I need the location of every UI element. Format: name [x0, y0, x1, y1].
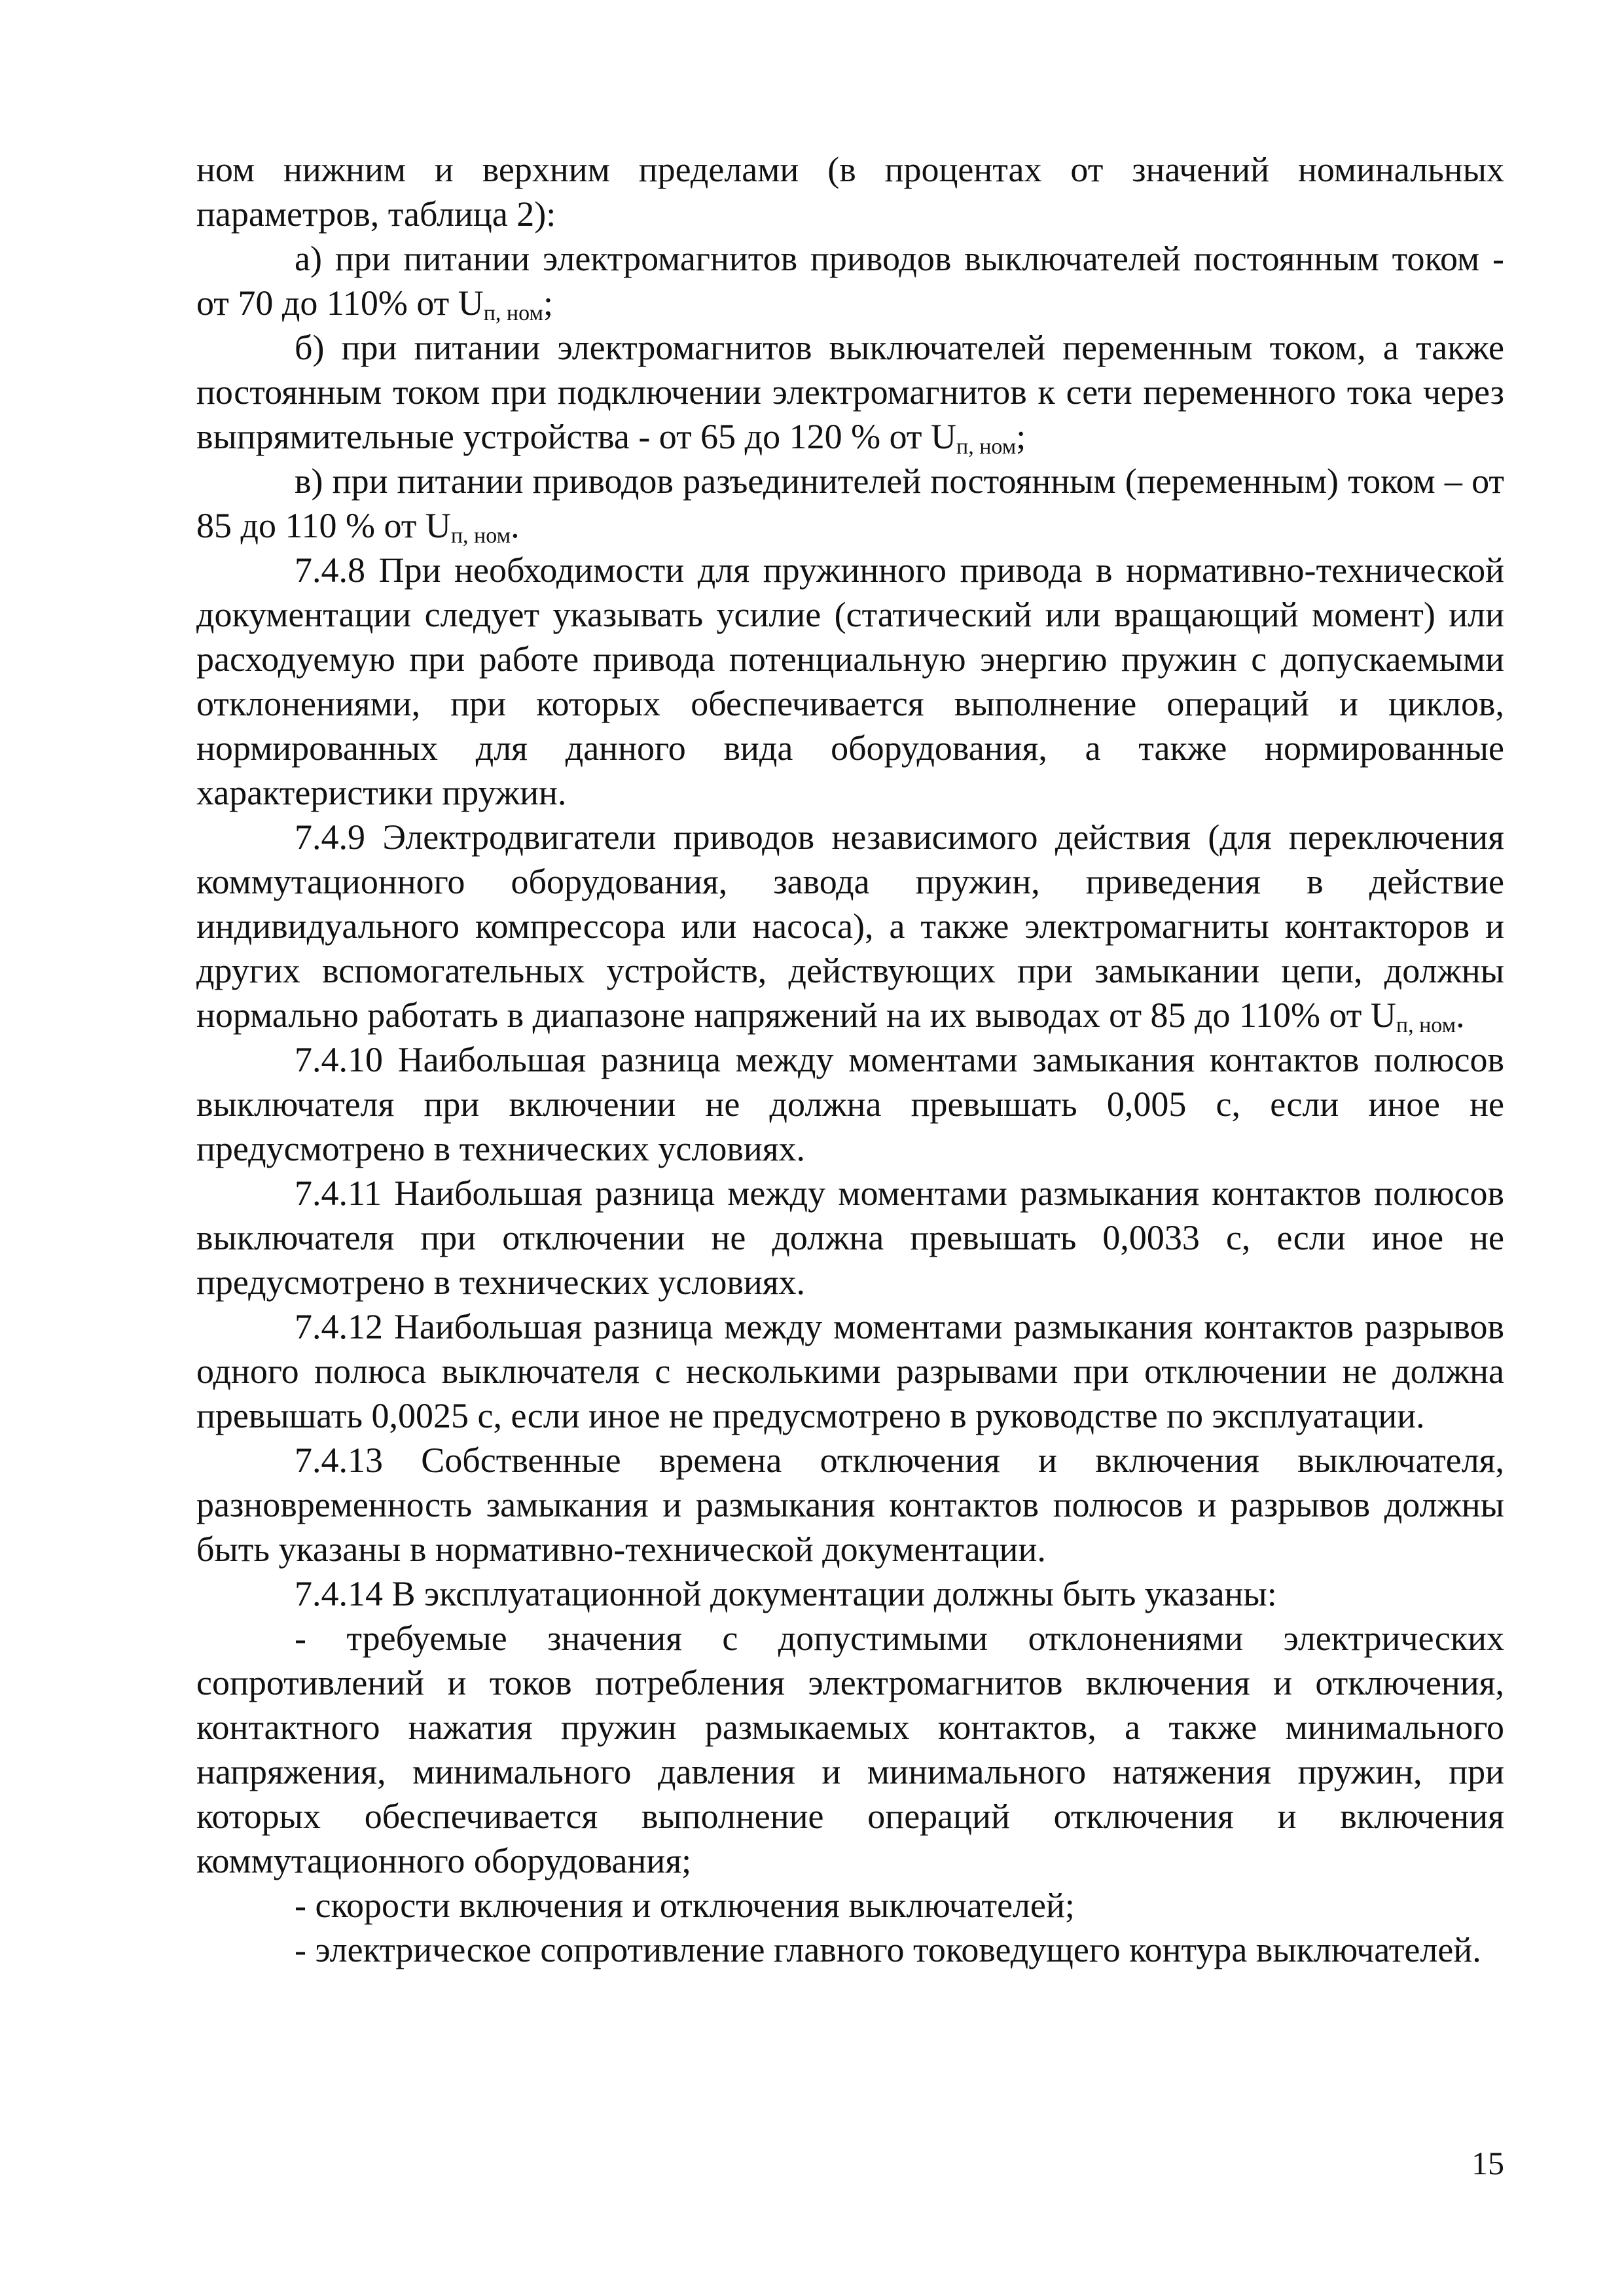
paragraph-7-4-10: 7.4.10 Наибольшая разница между моментами замыкания контактов полюсов выключателя при включении не должна превышать 0,005 с, если иное не предусмотрено в технических условиях.: [196, 1040, 1504, 1168]
list-item-contour-resistance: - электрическое сопротивление главного токоведущего контура выключателей.: [295, 1930, 1481, 1969]
paragraph-7-4-9: 7.4.9 Электродвигатели приводов независимого действия (для переключения коммутационного оборудования, завода пружин, приведения в действие индивидуального компрессора или насоса), а также электромагниты контакторов и других вспомогательных устройств, действующих при замыкании цепи, должны нормально работать в диапазоне напряжений на их выводах от 85 до 110% от $U_{п, ном}$.: [196, 817, 1504, 1037]
paragraph-item-a: а) при питании электромагнитов приводов выключателей постоянным током - от 70 до 110% от $U_{п, ном}$;: [196, 239, 1504, 325]
paragraph-item-v: в) при питании приводов разъединителей постоянным (переменным) током – от 85 до 110 % от $U_{п, ном}$.: [196, 461, 1504, 548]
page-number: 15: [1471, 2145, 1504, 2181]
paragraph-7-4-13: 7.4.13 Собственные времена отключения и включения выключателя, разновременность замыкания и размыкания контактов полюсов и разрывов должны быть указаны в нормативно-технической документации.: [196, 1441, 1504, 1569]
paragraph-continuation: ном нижним и верхним пределами (в процентах от значений номинальных параметров, таблица 2):: [196, 150, 1504, 234]
list-item-speeds: - скорости включения и отключения выключателей;: [295, 1886, 1075, 1925]
list-item-resistances: - требуемые значения с допустимыми отклонениями электрических сопротивлений и токов потребления электромагнитов включения и отключения, контактного нажатия пружин размыкаемых контактов, а также минимального напряжения, минимального давления и минимального натяжения пружин, при которых обеспечивается выполнение операций отключения и включения коммутационного оборудования;: [196, 1619, 1504, 1880]
paragraph-7-4-14: 7.4.14 В эксплуатационной документации должны быть указаны:: [295, 1574, 1277, 1613]
paragraph-7-4-12: 7.4.12 Наибольшая разница между моментами размыкания контактов разрывов одного полюса выключателя с несколькими разрывами при отключении не должна превышать 0,0025 с, если иное не предусмотрено в руководстве по эксплуатации.: [196, 1307, 1504, 1435]
paragraph-7-4-8: 7.4.8 При необходимости для пружинного привода в нормативно-технической документации следует указывать усилие (статический или вращающий момент) или расходуемую при работе привода потенциальную энергию пружин с допускаемыми отклонениями, при которых обеспечивается выполнение операций и циклов, нормированных для данного вида оборудования, а также нормированные характеристики пружин.: [196, 550, 1504, 812]
paragraph-7-4-11: 7.4.11 Наибольшая разница между моментами размыкания контактов полюсов выключателя при отключении не должна превышать 0,0033 с, если иное не предусмотрено в технических условиях.: [196, 1174, 1504, 1302]
body-text: [196, 147, 1504, 1972]
paragraph-item-b: б) при питании электромагнитов выключателей переменным током, а также постоянным током при подключении электромагнитов к сети переменного тока через выпрямительные устройства - от 65 до 120 % от $U_{п, ном}$;: [196, 328, 1504, 459]
